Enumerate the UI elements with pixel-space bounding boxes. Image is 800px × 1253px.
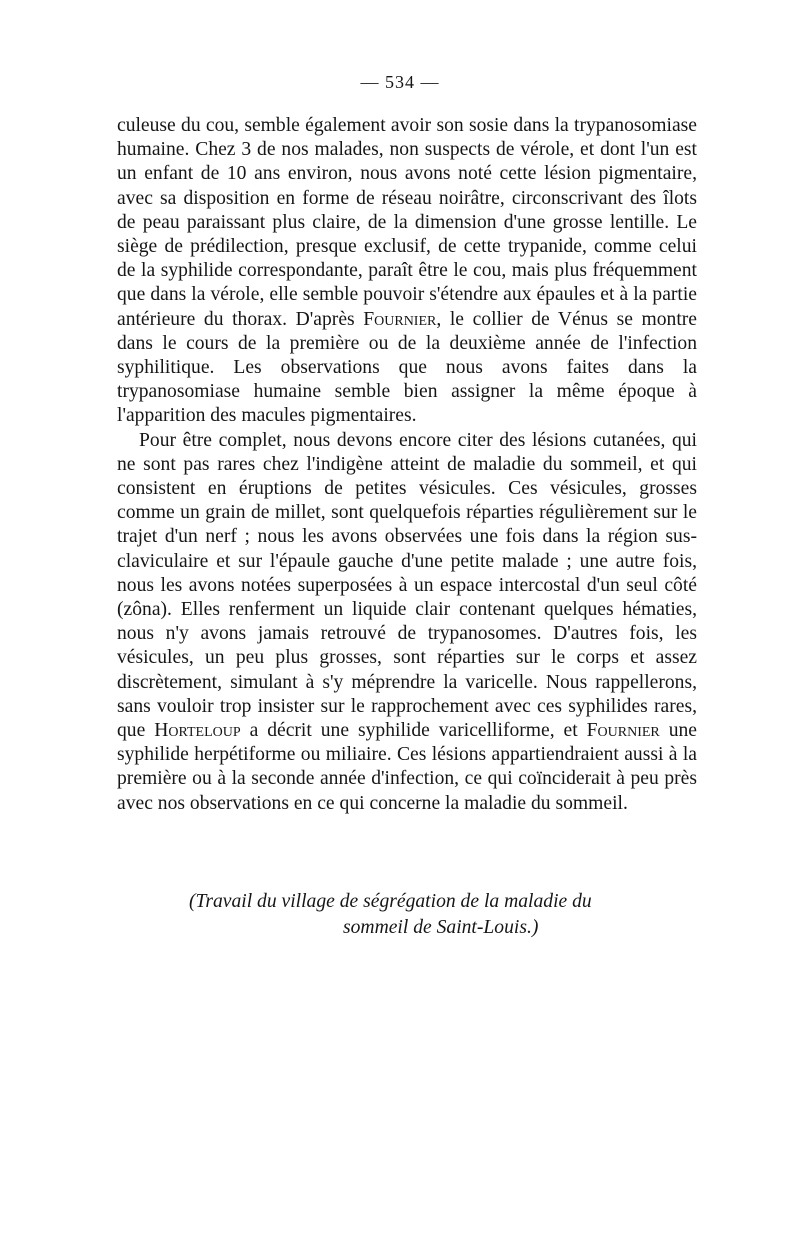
author-name-horteloup: Horteloup (154, 720, 241, 742)
paragraph-2-text-a: Pour être complet, nous devons encore citer des lésions cutanées, qui ne sont pas rares chez l'indigène atteint de maladie du sommeil, et qui consistent en éruptions de petites vésicules. Ces vésicules, grosses comme un grain de millet, sont quelquefois réparties régulièrement sur le trajet d'un nerf ; nous les avons observées une fois dans la région sus-claviculaire et sur l'épaule gauche d'une petite malade ; une autre fois, nous les avons notées superposées à un espace intercostal d'un seul côté (zôna). Elles renferment un liquide clair contenant quelques hématies, nous n'y avons jamais retrouvé de trypanosomes. D'autres fois, les vésicules, un peu plus grosses, sont réparties sur le corps et assez discrètement, simulant à s'y méprendre la varicelle. Nous rappellerons, sans vouloir trop insister sur le rapprochement avec ces syphilides rares, que (117, 429, 697, 742)
attribution-line-2: sommeil de Saint-Louis.) (343, 917, 539, 938)
paragraph-1-text-b: , le collier de Vénus se montre dans le cours de la première ou de la deuxième année de l'infection syphilitique. Les observations que nous avons faites dans la trypanosomiase humaine semble bien assigner la même époque à l'apparition des macules pigmentaires. (117, 308, 697, 427)
attribution-line-1: (Travail du village de ségrégation de la maladie du (189, 891, 592, 912)
attribution (117, 889, 697, 941)
paragraph-2 (117, 429, 697, 816)
page-number: — 534 — (360, 72, 440, 92)
paragraph-2-text-b: a décrit une syphilide varicelliforme, et (240, 720, 587, 742)
paragraph-1 (117, 114, 697, 429)
paragraph-1-text-a: culeuse du cou, semble également avoir son sosie dans la trypanosomiase humaine. Chez 3 de nos malades, non suspects de vérole, et dont l'un est un enfant de 10 ans environ, nous avons noté cette lésion pigmentaire, avec sa disposition en forme de réseau noirâtre, circonscrivant des îlots de peau paraissant plus claire, de la dimension d'une grosse lentille. Le siège de prédilection, presque exclusif, de cette trypanide, comme celui de la syphilide correspondante, paraît être le cou, mais plus fréquemment que dans la vérole, elle semble pouvoir s'étendre aux épaules et à la partie antérieure du thorax. D'après (117, 115, 697, 330)
body-text (117, 114, 697, 816)
author-name-fournier-2: Fournier (586, 720, 660, 742)
author-name-fournier: Fournier (363, 308, 437, 330)
paragraph-2-text-c: une syphilide herpétiforme ou miliaire. Ces lésions appartiendraient aussi à la première ou à la seconde année d'infection, ce qui coïnciderait à peu près avec nos observations en ce qui concerne la maladie du sommeil. (117, 720, 697, 814)
